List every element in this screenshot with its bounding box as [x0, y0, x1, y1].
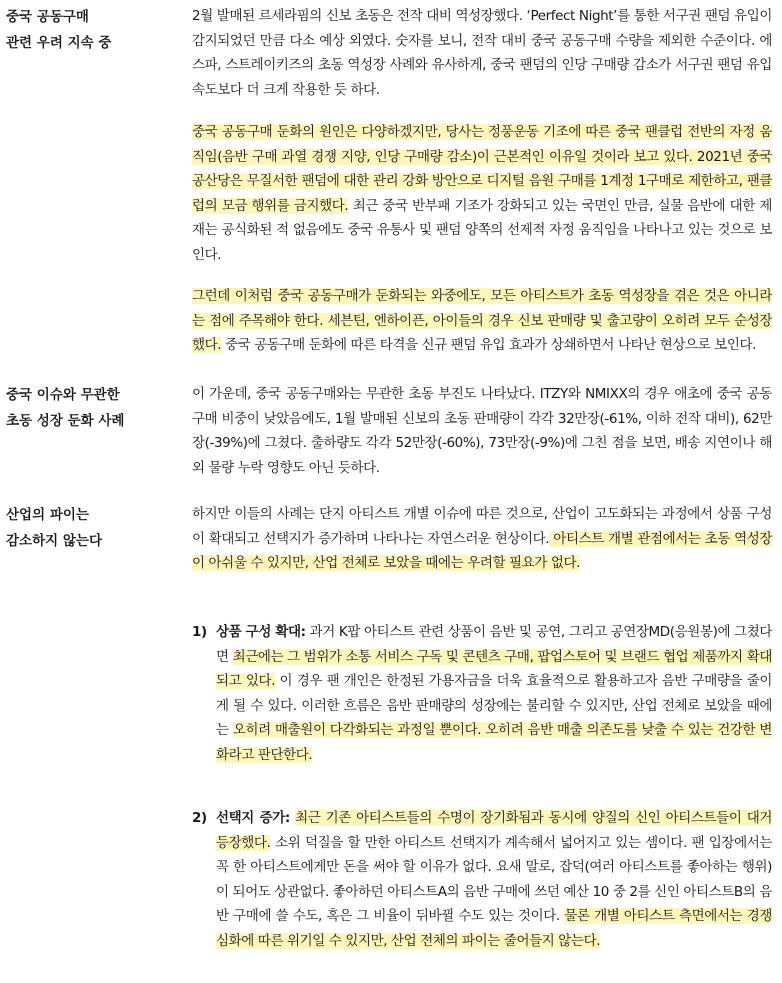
side-label-line: 중국 이슈와 무관한 — [6, 387, 120, 403]
list-item-text — [216, 806, 772, 953]
paragraph-text: 과거 K팝 아티스트 관련 상품이 음반 및 공연, 그리고 공연장MD(응원봉)에 그쳤다면 — [216, 624, 772, 665]
paragraph-text: 하지만 이들의 사례는 단지 아티스트 개별 이슈에 따른 것으로, 산업이 고도화되는 과정에서 상품 구성이 확대되고 선택지가 증가하며 나타나는 자연스러운 현상이다. — [192, 506, 772, 547]
side-label-line: 산업의 파이는 — [6, 507, 89, 523]
section-side-label — [6, 502, 176, 554]
list-item — [192, 806, 772, 953]
highlighted-text: 중국 공동구매 둔화의 원인은 다양하겠지만, 당사는 정풍운동 기조에 따른 중국 팬클럽 전반의 자정 움직임(음반 구매 과열 경쟁 지양, 인당 구매량 감소)이 근본적인 이유일 것이라 보고 있다. 2021년 중국 공산당은 무질서한 팬덤에 대한 관리 강화 방안으로 디지털 음원 구매를 1계정 1구매로 제한하고, 팬클럽의 모금 행위를 금지했다. — [192, 124, 772, 214]
paragraph — [192, 284, 772, 358]
highlighted-text: 아티스트 개별 관점에서는 초동 역성장이 아쉬울 수 있지만, 산업 전체로 보았을 때에는 우려할 필요가 없다. — [192, 530, 772, 571]
list-item — [192, 620, 772, 767]
highlighted-text: 오히려 매출원이 다각화되는 과정일 뿐이다. 오히려 음반 매출 의존도를 낮출 수 있는 건강한 변화라고 판단한다. — [216, 722, 772, 763]
paragraph-text: 이 경우 팬 개인은 한정된 가용자금을 더욱 효율적으로 활용하고자 음반 구매량을 줄이게 될 수 있다. 이러한 흐름은 음반 판매량의 성장에는 불리할 수 있지만, 산업 전체로 보았을 때에는 — [216, 673, 772, 738]
paragraph: 2월 발매된 르세라핌의 신보 초동은 전작 대비 역성장했다. ‘Perfect Night’를 통한 서구권 팬덤 유입이 감지되었던 만큼 다소 예상 외였다. 숫자를 보니, 전작 대비 중국 공동구매 수량을 제외한 수준이다. 에스파, 스트레이키즈의 초동 역성장 사례와 유사하게, 중국 팬덤의 인당 구매량 감소가 서구권 팬덤 유입 속도보다 더 크게 작용한 듯 하다. — [192, 8, 772, 98]
highlighted-text: 그런데 이처럼 중국 공동구매가 둔화되는 와중에도, 모든 아티스트가 초동 역성장을 겪은 것은 아니라는 점에 주목해야 한다. 세븐틴, 엔하이픈, 아이들의 경우 신보 판매량 및 출고량이 오히려 모두 순성장했다. — [192, 288, 772, 353]
paragraph-text: 중국 공동구매 둔화에 따른 타격을 신규 팬덤 유입 효과가 상쇄하면서 나타난 현상으로 보인다. — [221, 337, 757, 353]
section-side-label — [6, 382, 176, 434]
paragraph — [192, 120, 772, 267]
list-item-text — [216, 620, 772, 767]
list-item-lead: 선택지 증가: — [216, 810, 290, 826]
paragraph-text: 소위 덕질을 할 만한 아티스트 선택지가 계속해서 넓어지고 있는 셈이다. 팬 입장에서는 꼭 한 아티스트에게만 돈을 써야 할 이유가 없다. 요새 말로, 잡덕(여러 아티스트를 좋아하는 행위)이 되어도 상관없다. 좋아하던 아티스트A의 음반 구매에 쓰던 예산 10 중 2를 신인 아티스트B의 음반 구매에 쓸 수도, 혹은 그 비율이 뒤바뀔 수도 있는 것이다. — [216, 834, 772, 924]
side-label-line: 중국 공동구매 — [6, 9, 89, 25]
side-label-line: 초동 성장 둔화 사례 — [6, 413, 125, 429]
highlighted-text: 물론 개별 아티스트 측면에서는 경쟁 심화에 따른 위기일 수 있지만, 산업 전체의 파이는 줄어들지 않는다. — [216, 908, 772, 949]
side-label-line: 관련 우려 지속 중 — [6, 35, 112, 51]
paragraph — [192, 502, 772, 576]
paragraph-text: 최근 중국 반부패 기조가 강화되고 있는 국면인 만큼, 실물 음반에 대한 제재는 공식화된 적 없음에도 중국 유통사 및 팬덤 양쪽의 선제적 자정 움직임을 나타나고 있는 것으로 보인다. — [192, 197, 772, 263]
list-item-lead: 상품 구성 확대: — [216, 624, 306, 640]
highlighted-text: 최근에는 그 범위가 소통 서비스 구독 및 콘텐츠 구매, 팝업스토어 및 브랜드 협업 제품까지 확대되고 있다. — [216, 648, 772, 689]
paragraph: 이 가운데, 중국 공동구매와는 무관한 초동 부진도 나타났다. ITZY와 NMIXX의 경우 애초에 중국 공동구매 비중이 낮았음에도, 1월 발매된 신보의 초동 판매량이 각각 32만장(-61%, 이하 전작 대비), 62만장(-39%)에 그쳤다. 출하량도 각각 52만장(-60%), 73만장(-9%)에 그친 점을 보면, 배송 지연이나 해외 물량 누락 영향도 아닌 듯하다. — [192, 386, 772, 476]
list-item-number: 2) — [192, 810, 207, 826]
side-label-line: 감소하지 않는다 — [6, 533, 102, 549]
highlighted-text: 최근 기존 아티스트들의 수명이 장기화됨과 동시에 양질의 신인 아티스트들이 대거 등장했다. — [216, 810, 772, 851]
section-side-label — [6, 4, 176, 56]
list-item-number: 1) — [192, 624, 207, 640]
